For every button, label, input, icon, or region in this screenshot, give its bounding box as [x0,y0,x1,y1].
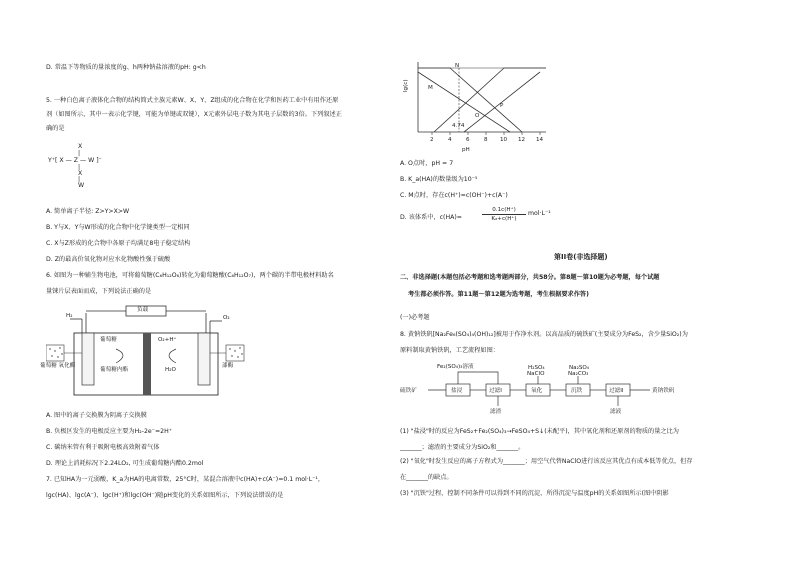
q8-part2-line1: (2) "氧化"时发生反应的离子方程式为_______；用空气代替NaClO进行该反应其优点有成本低等优点，但存 [400,458,693,465]
flow-residue2: 滤液 [610,409,622,415]
flow-oxidation: 氧化 [531,388,543,394]
q7-option-b: B. K_a(HA)的数量级为10⁻⁵ [400,176,478,183]
graph-point-n: N [455,63,460,69]
flow-product: 黄钠铁矾 [652,388,675,394]
q7-option-d-prefix: D. 该体系中，c(HA)= [400,214,462,221]
diagram-o2-label: O₂ [223,315,230,321]
q6-option-c: C. 碳纳米管有利于吸附电极高效附着气体 [46,444,160,451]
struct-x-bottom: X [78,170,83,177]
diagram-glucose: 葡萄糖 [100,337,117,343]
q5-option-a: A. 简单离子半径: Z>Y>X>W [46,208,130,215]
diagram-left-enzyme: 葡萄糖 氧化酶 [40,363,76,369]
q5-option-d: D. Z的最高价氧化物对应水化物酸性强于硫酸 [46,256,171,263]
flow-na2co3: Na₂CO₃ [568,371,589,377]
section2-line1: 二、非选择题(本题包括必考题和选考题两部分，共58分。第8题～第10题为必考题，每个试题 [400,274,660,281]
graph-xlabel: pH [462,147,470,153]
q6-option-d: D. 理论上消耗标况下2.24LO₂, 可生成葡萄糖内酯0.2mol [46,460,204,467]
section-title: 第II卷(非选择题) [554,253,608,261]
flow-ore: 硫铁矿 [400,388,417,394]
diagram-h2-label: H₂ [66,313,73,319]
q5-stem-line1: 5. 一种白色离子液体化合物的结构简式主族元素W、X、Y、Z组成的化合物在化学和医药工业中有用作还原 [46,97,339,104]
graph-point-m: M [428,85,433,91]
flow-filter1: 过滤I [489,388,502,394]
section2-line2: 考生都必须作答。第11题～第12题为选考题，考生根据要求作答) [408,291,589,298]
diagram-load-label: 负载 [137,307,149,313]
graph-ylabel: lg(c) [403,79,409,92]
q6-stem-line2: 量铼片层表面而成，下列说法正确的是 [46,288,152,295]
struct-bond-top: | [78,150,81,157]
q4-option-d: D. 常温下等物质的量浓度的g、h两种钠盐溶液的pH: g<h [46,64,206,71]
right-nanotube [198,333,210,385]
battery-diagram [46,305,246,400]
diagram-o2h: O₂+H⁺ [158,337,177,343]
struct-main: Y⁺[ X — Z — W ]⁻ [48,157,102,164]
diagram-h2o: H₂O [165,367,176,373]
q5-option-b: B. Y与X、Y与W形成的化合物中化学键类型一定相同 [46,224,190,231]
flow-fe2so4: Fe₂(SO₄)₃溶液 [437,364,474,370]
q7-option-d-unit: mol·L⁻¹ [528,210,551,217]
q7-option-d-denominator: Kₐ+c(H⁺) [491,216,517,222]
q7-stem-line1: 7. 已知HA为一元弱酸，K_a为HA的电离常数，25°C时，某混合溶液中c(HA)+c(A⁻)=0.1 mol·L⁻¹， [46,476,325,483]
flow-filter2: 过滤II [609,388,624,394]
q8-stem-line1: 8. 黄钠铁矾[Na₂Fe₆(SO₄)₄(OH)₁₂]被用于作净水剂。以高品质的硫铁矿(主要成分为FeS₂，含少量SiO₂)为 [400,331,688,338]
flow-precipitate: 沉铁 [571,388,583,394]
q7-option-a: A. O点时，pH = 7 [400,160,454,167]
curve-ha [418,68,522,132]
q7-option-d-numerator: 0.1c(H⁺) [482,206,526,215]
q7-option-c: C. M点时，存在c(H⁺)=c(OH⁻)+c(A⁻) [400,192,508,199]
flow-na2so4: Na₂SO₄ [569,365,590,371]
flow-residue1: 滤渣 [490,409,502,415]
flow-h2so4: H₂SO₄ [528,365,545,371]
graph-point-p: P [500,103,504,109]
exam-page: D. 常温下等物质的量浓度的g、h两种钠盐溶液的pH: g<h 5. 一种白色离子液体化合物的结构简式主族元素W、X、Y、Z组成的化合物在化学和医药工业中有用作还原 剂（如图所示，其中一表示化学键，可能为单键或双键），X元素外层电子数为其电子层数的3倍。下列叙述正 确的是 X | Y⁺[ X — Z — W ]⁻ | X | W A. 简单离子半径: Z>Y>X>W B. Y与X、Y与W形成的化合物中化学键类型一定相同 C. X与Z形成的化合物中各原子均满足8电子稳定结构 D. Z的最高价氧化物对应水化物酸性强于硫酸 6. 如图为一种辅生物电池，可将葡萄糖(C₆H₁₂O₆)转化为葡萄糖酸(C₆H₁₂O₇)，两个碳的半带电极材料助名 量铼片层表面而成，下列说法正确的是 H₂ O₂ 负载 葡萄糖 氧化酶 漆酶 葡萄糖 葡萄糖内酯 O₂+H⁺ H₂O A. 图中的离子交换膜为阴离子交换膜 B. 负极区发生的电极反应主要为H₂-2e⁻=2H⁺ C. 碳纳米管有利于吸附电极高效附着气体 D. 理论上消耗标况下2.24LO₂, 可生成葡萄糖内酯0.2mol 7. 已知HA为一元弱酸，K_a为HA的电离常数，25°C时，某混合溶液中c(HA)+c(A⁻)=0.1 mol·L⁻¹， lgc(HA)、lgc(A⁻)、lgc(H⁺)和lgc(OH⁻)随pH变化的关系如图所示，下列说法错误的是 lg(c) pH N M O P 4.74 2 4 6 8 10 12 14 A. O点时，pH = 7 B. K_a(HA)的数量级为10⁻⁵ C. M点时，存在c(H⁺)=c(OH⁻)+c(A⁻) D. 该体系中，c(HA)= 0.1c(H⁺) Kₐ+c(H⁺) mol·L⁻¹ 第II卷(非选择题) 二、非选择题(本题包括必考题和选考题两部分，共58分。第8题～第10题为必考题，每个试题 考生都必须作答。第11题～第12题为选考题，考生根据要求作答) (一)必考题 8. 黄钠铁矾[Na₂Fe₆(SO₄)₄(OH)₁₂]被用于作净水剂。以高品质的硫铁矿(主要成分为FeS₂，含少量SiO₂)为 原料制取黄钠铁矾，工艺流程如图： Fe₂(SO₄)₃溶液 H₂SO₄ NaClO Na₂SO₄ Na₂CO₃ 硫铁矿 盐浸 过滤I 氧化 沉铁 过滤II 黄钠铁矾 滤渣 滤液 (1) "盐浸"时的反应为FeS₂+Fe₂(SO₄)₃→FeSO₄+S↓(未配平)，其中氧化剂和还原剂的物质的量之比为 _______；滤渣的主要成分为SiO₂和_______。 (2) "氧化"时发生反应的离子方程式为_______；用空气代替NaClO进行该反应其优点有成本低等优点，但存 在_______的缺点。 (3) "沉铁"过程，控制不同条件可以得到不同的沉淀，所得沉淀与温度pH的关系如图所示(图中阴影 [0,0,794,562]
struct-bond-bottom: | [78,164,81,171]
q5-option-c: C. X与Z形成的化合物中各原子均满足8电子稳定结构 [46,240,191,247]
q5-stem-line3: 确的是 [46,125,65,132]
must-answer-label: (一)必考题 [400,314,430,321]
q6-option-a: A. 图中的离子交换膜为阴离子交换膜 [46,412,147,419]
struct-x-top: X [78,143,83,150]
lgc-ph-graph [400,58,550,156]
graph-474-label: 4.74 [452,123,465,129]
proton-exchange-membrane [143,333,151,395]
struct-bond-bottom2: | [78,176,81,183]
graph-point-o: O [475,113,480,119]
flow-naclo: NaClO [527,371,545,377]
diagram-right-enzyme: 漆酶 [222,363,234,369]
diagram-gluconic: 葡萄糖内酯 [100,367,128,373]
q8-part1-line2: _______；滤渣的主要成分为SiO₂和_______。 [400,444,525,451]
q6-stem-line1: 6. 如图为一种辅生物电池，可将葡萄糖(C₆H₁₂O₆)转化为葡萄糖酸(C₆H₁₂O₇)，两个碳的半带电极材料助名 [46,272,334,279]
left-nanotube [82,333,94,385]
right-enzyme-box [226,345,244,361]
q5-stem-line2: 剂（如图所示，其中一表示化学键，可能为单键或双键），X元素外层电子数为其电子层数的3倍。下列叙述正 [46,111,342,118]
q7-stem-line2: lgc(HA)、lgc(A⁻)、lgc(H⁺)和lgc(OH⁻)随pH变化的关系如图所示，下列说法错误的是 [46,492,284,499]
q8-stem-line2: 原料制取黄钠铁矾，工艺流程如图： [400,347,499,354]
q8-part2-line2: 在_______的缺点。 [400,474,453,481]
q8-part1-line1: (1) "盐浸"时的反应为FeS₂+Fe₂(SO₄)₃→FeSO₄+S↓(未配平)，其中氧化剂和还原剂的物质的量之比为 [400,428,679,435]
flow-leach: 盐浸 [451,388,463,394]
left-enzyme-box [46,345,64,361]
q8-part3-line1: (3) "沉铁"过程，控制不同条件可以得到不同的沉淀，所得沉淀与温度pH的关系如图所示(图中阴影 [400,490,669,497]
struct-w-bottom: W [78,182,85,189]
q6-option-b: B. 负极区发生的电极反应主要为H₂-2e⁻=2H⁺ [46,428,173,435]
curve-a [434,68,546,132]
